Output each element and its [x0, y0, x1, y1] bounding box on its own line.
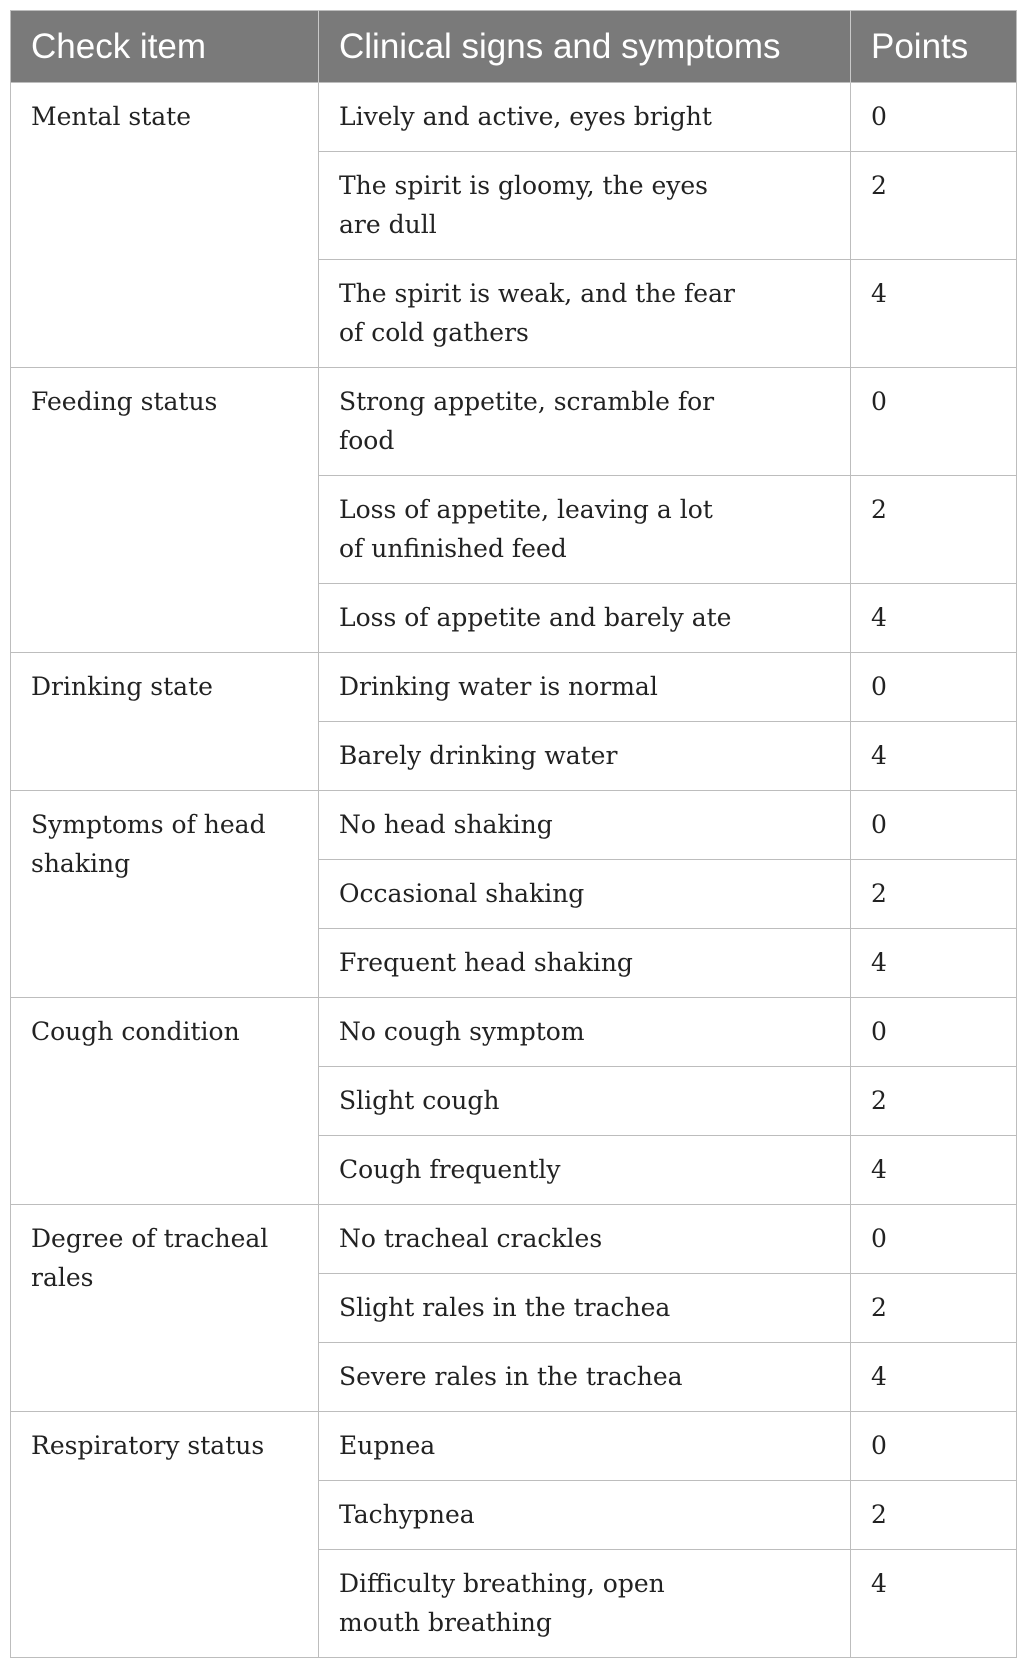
symptom-cell: Cough frequently	[319, 1136, 851, 1205]
symptom-cell: Occasional shaking	[319, 860, 851, 929]
symptom-cell: Slight cough	[319, 1067, 851, 1136]
points-cell: 0	[851, 368, 1017, 476]
points-cell: 2	[851, 476, 1017, 584]
symptom-cell: Frequent head shaking	[319, 929, 851, 998]
check-item-cell: Symptoms of head shaking	[11, 791, 319, 998]
table-row	[11, 998, 1017, 1067]
points-cell: 2	[851, 1274, 1017, 1343]
symptom-cell: Tachypnea	[319, 1481, 851, 1550]
table-row	[11, 791, 1017, 860]
table-header	[11, 11, 1017, 83]
symptom-cell: Slight rales in the trachea	[319, 1274, 851, 1343]
points-cell: 0	[851, 83, 1017, 152]
symptom-cell: No tracheal crackles	[319, 1205, 851, 1274]
symptom-cell: Loss of appetite and barely ate	[319, 584, 851, 653]
symptom-cell: Loss of appetite, leaving a lot of unfinished feed	[319, 476, 851, 584]
clinical-scoring-table	[10, 10, 1017, 1658]
points-cell: 0	[851, 1412, 1017, 1481]
points-cell: 2	[851, 1481, 1017, 1550]
check-item-cell: Degree of tracheal rales	[11, 1205, 319, 1412]
table-row	[11, 1412, 1017, 1481]
points-cell: 2	[851, 152, 1017, 260]
header-row	[11, 11, 1017, 83]
table-row	[11, 83, 1017, 152]
symptom-cell: Difficulty breathing, open mouth breathing	[319, 1550, 851, 1658]
check-item-cell: Respiratory status	[11, 1412, 319, 1658]
table-row	[11, 368, 1017, 476]
table-row	[11, 653, 1017, 722]
check-item-cell: Mental state	[11, 83, 319, 368]
points-cell: 0	[851, 998, 1017, 1067]
points-cell: 4	[851, 1136, 1017, 1205]
symptom-cell: No cough symptom	[319, 998, 851, 1067]
symptom-cell: Strong appetite, scramble for food	[319, 368, 851, 476]
check-item-cell: Feeding status	[11, 368, 319, 653]
symptom-cell: Lively and active, eyes bright	[319, 83, 851, 152]
header-clinical-signs: Clinical signs and symptoms	[319, 11, 851, 83]
points-cell: 4	[851, 1343, 1017, 1412]
scoring-table-container	[10, 10, 1016, 1658]
points-cell: 2	[851, 1067, 1017, 1136]
header-points: Points	[851, 11, 1017, 83]
symptom-cell: Eupnea	[319, 1412, 851, 1481]
points-cell: 0	[851, 791, 1017, 860]
points-cell: 0	[851, 653, 1017, 722]
symptom-cell: Drinking water is normal	[319, 653, 851, 722]
check-item-cell: Drinking state	[11, 653, 319, 791]
symptom-cell: No head shaking	[319, 791, 851, 860]
table-body	[11, 83, 1017, 1658]
points-cell: 4	[851, 929, 1017, 998]
symptom-cell: Barely drinking water	[319, 722, 851, 791]
symptom-cell: The spirit is weak, and the fear of cold gathers	[319, 260, 851, 368]
header-check-item: Check item	[11, 11, 319, 83]
points-cell: 4	[851, 722, 1017, 791]
points-cell: 2	[851, 860, 1017, 929]
points-cell: 4	[851, 260, 1017, 368]
points-cell: 4	[851, 584, 1017, 653]
check-item-cell: Cough condition	[11, 998, 319, 1205]
points-cell: 4	[851, 1550, 1017, 1658]
symptom-cell: Severe rales in the trachea	[319, 1343, 851, 1412]
points-cell: 0	[851, 1205, 1017, 1274]
table-row	[11, 1205, 1017, 1274]
symptom-cell: The spirit is gloomy, the eyes are dull	[319, 152, 851, 260]
